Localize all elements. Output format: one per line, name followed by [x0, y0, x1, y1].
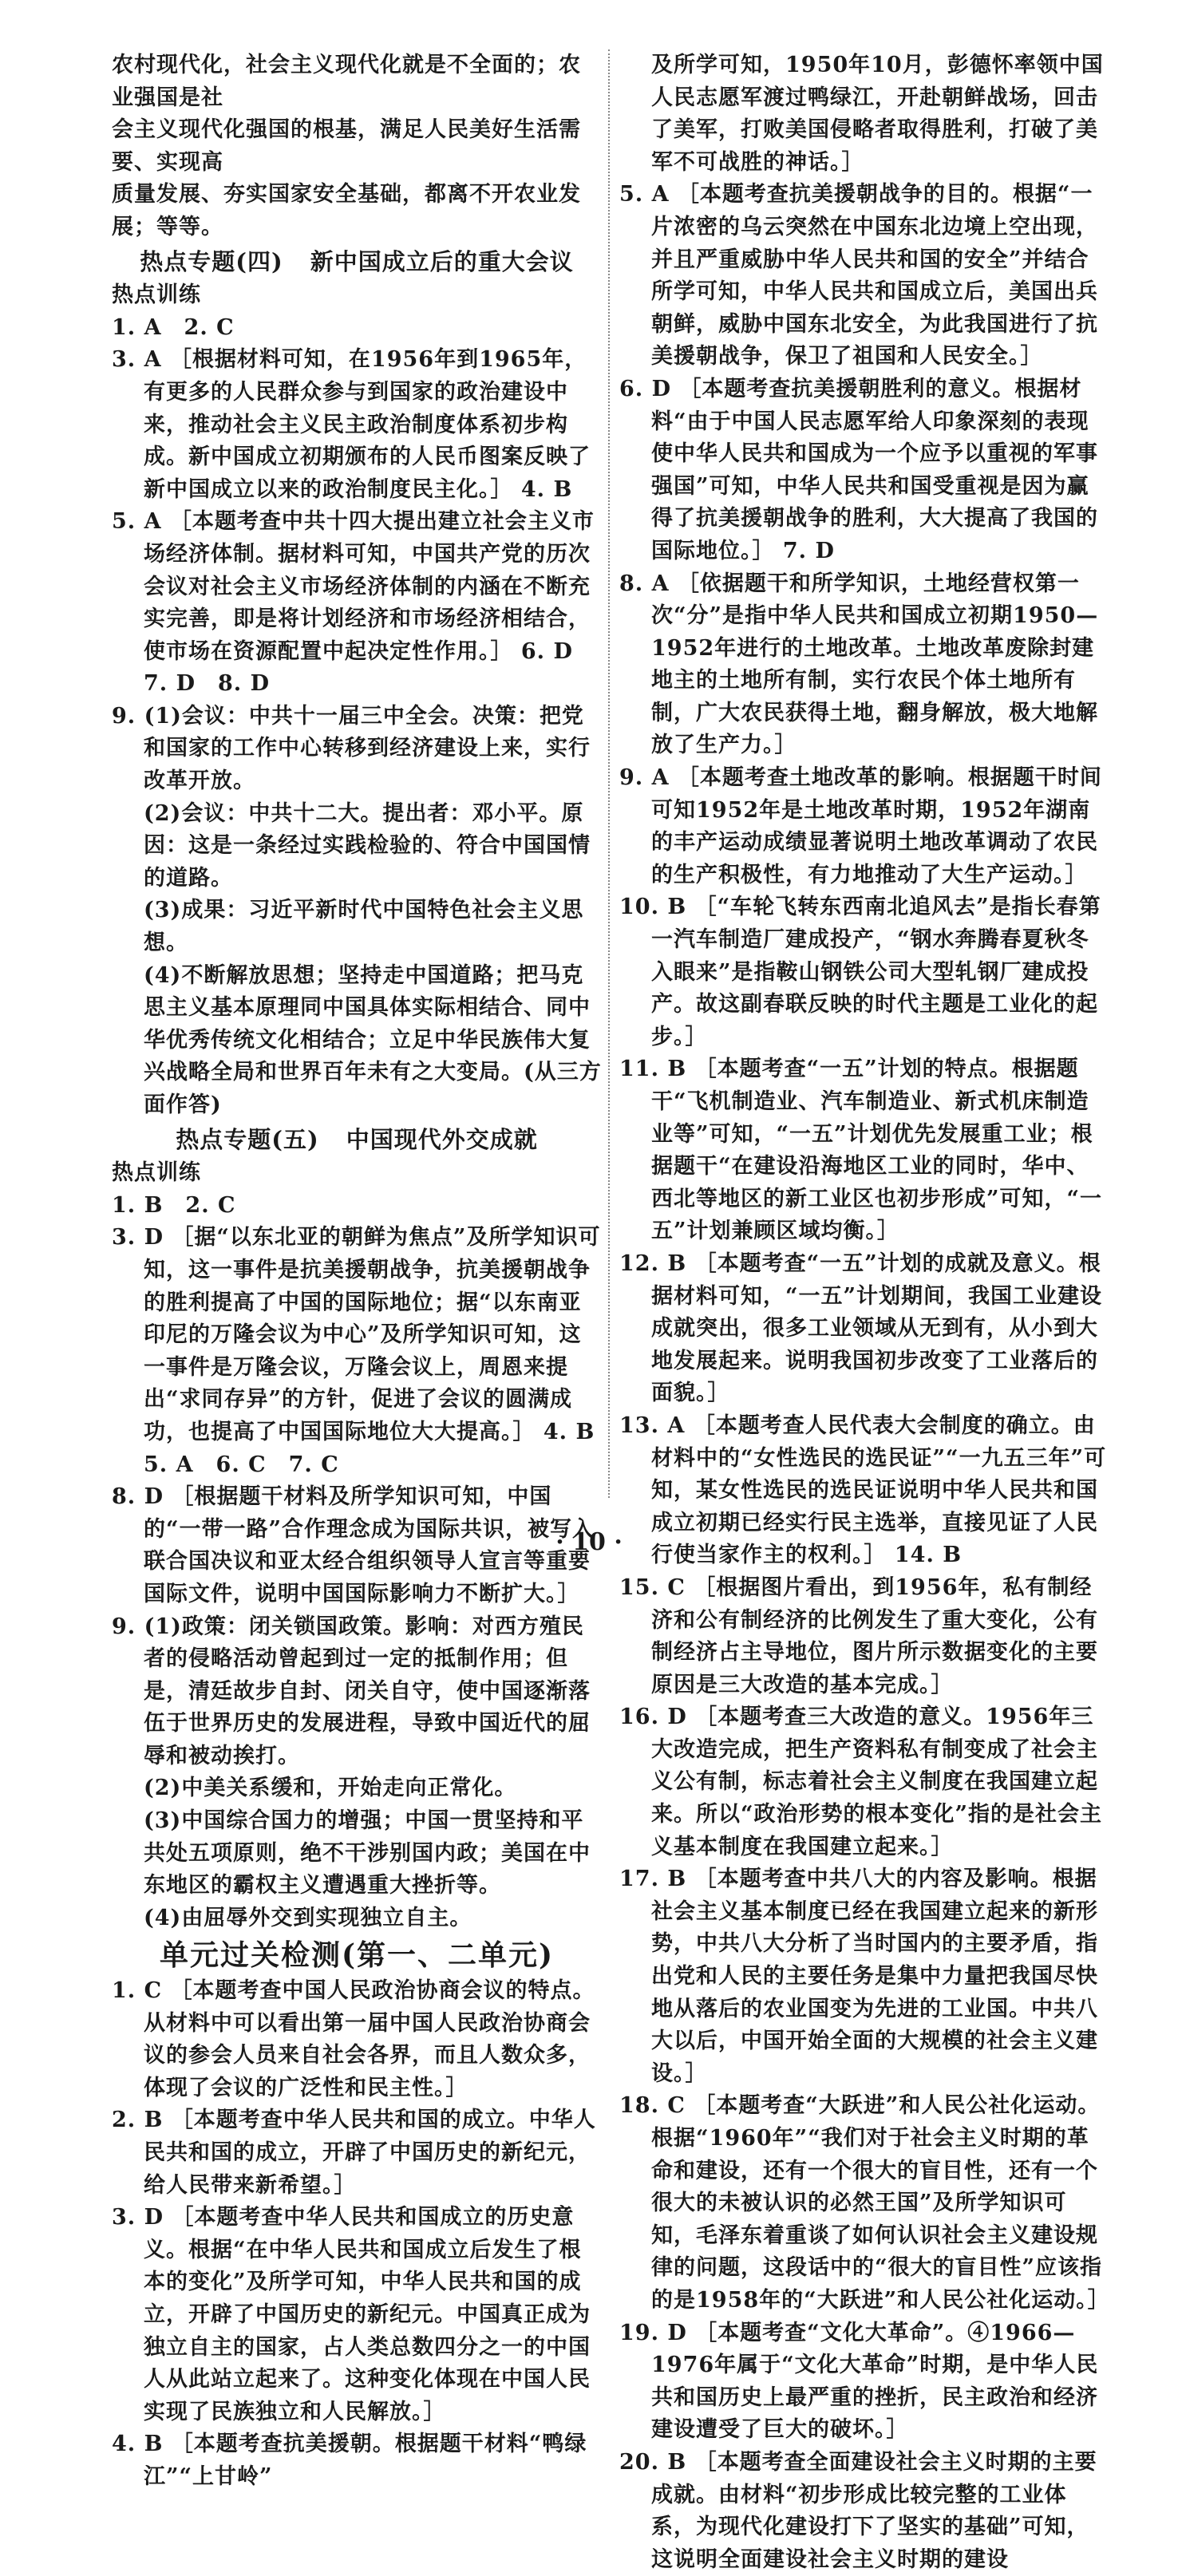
answer-item: (4)由屈辱外交到实现独立自主。	[144, 1905, 472, 1930]
answer-item: 18. C ［本题考查“大跃进”和人民公社化运动。根据“1960年”“我们对于社会主义时期的革命和建设，还有一个很大的盲目性，还有一个很大的未被认识的必然王国”及所学知识可知，毛泽东着重谈了如何认识社会主义建设规律的问题，这段话中的“很大的盲目性”应该指的是1958年的“大跃进”和人民公社化运动。］	[619, 2093, 1110, 2313]
answer-item: 9. (1)会议：中共十一届三中全会。决策：把党和国家的工作中心转移到经济建设上来，实行改革开放。	[112, 703, 591, 794]
topic5-label: 热点专题(五)	[176, 1125, 319, 1153]
answer-item: 17. B ［本题考查中共八大的内容及影响。根据社会主义基本制度已经在我国建立起来的新形势，中共八大分析了当时国内的主要矛盾，指出党和人民的主要任务是集中力量把我国尽快地从落后的农业国变为先进的工业国。中共八大以后，中国开始全面的大规模的社会主义建设。］	[619, 1867, 1098, 2086]
answer-item: (3)中国综合国力的增强；中国一贯坚持和平共处五项原则，绝不干涉别国内政；美国在中东地区的霸权主义遭遇重大挫折等。	[144, 1808, 591, 1898]
text-line: 会主义现代化强国的根基，满足人民美好生活需要、实现高	[112, 117, 581, 175]
answer-item: 2. B ［本题考查中华人民共和国的成立。中华人民共和国的成立，开辟了中国历史的新纪元，给人民带来新希望。］	[112, 2108, 596, 2198]
page-number: · 10 ·	[555, 1528, 623, 1556]
topic4-subheading: 热点训练	[112, 282, 201, 308]
answer-item: 16. D ［本题考查三大改造的意义。1956年三大改造完成，把生产资料私有制变成了社会主义公有制，标志着社会主义制度在我国建立起来。所以“政治形势的根本变化”指的是社会主义基本制度在我国建立起来。］	[619, 1705, 1103, 1859]
answer-item: 19. D ［本题考查“文化大革命”。④1966—1976年属于“文化大革命”时期，是中华人民共和国历史上最严重的挫折，民主政治和经济建设遭受了巨大的破坏。］	[619, 2320, 1099, 2443]
answer-item: 3. D ［本题考查中华人民共和国成立的历史意义。根据“在中华人民共和国成立后发生了根本的变化”及所学可知，中华人民共和国的成立，开辟了中国历史的新纪元。中国真正成为独立自主的国家，占人类总数四分之一的中国人从此站立起来了。这种变化体现在中国人民实现了民族独立和人民解放。］	[112, 2205, 591, 2424]
answer-item: 5. A ［本题考查抗美援朝战争的目的。根据“一片浓密的乌云突然在中国东北边境上空出现，并且严重威胁中华人民共和国的安全”并结合所学可知，中华人民共和国成立后，美国出兵朝鲜，威胁中国东北安全，为此我国进行了抗美援朝战争，保卫了祖国和人民安全。］	[619, 182, 1098, 369]
answer-item: (2)中美关系缓和，开始走向正常化。	[144, 1776, 517, 1801]
topic4-title: 新中国成立后的重大会议	[310, 247, 574, 275]
answer-item: 13. A ［本题考查人民代表大会制度的确立。由材料中的“女性选民的选民证”“一九五三年”可知，某女性选民的选民证说明中华人民共和国成立初期已经实行民主选举，直接见证了人民行使当家作主的权利。］ 14. B	[619, 1412, 1107, 1568]
answer-item: 3. A ［根据材料可知，在1956年到1965年，有更多的人民群众参与到国家的政治建设中来，推动社会主义民主政治制度体系初步构成。新中国成立初期颁布的人民币图案反映了新中国成立以来的政治制度民主化。］ 4. B	[112, 347, 591, 502]
topic4-heading	[112, 246, 602, 279]
answer-item: 1. A 2. C	[112, 314, 235, 340]
unit-test-heading: 单元过关检测(第一、二单元)	[159, 1938, 555, 1973]
answer-item: 20. B ［本题考查全面建设社会主义时期的主要成就。由材料“初步形成比较完整的工业体系，为现代化建设打下了坚实的基础”可知，这说明全面建设社会主义时期的建设	[619, 2449, 1097, 2572]
answer-item: (4)不断解放思想；坚持走中国道路；把马克思主义基本原理同中国具体实际相结合、同中华优秀传统文化相结合；立足中华民族伟大复兴战略全局和世界百年未有之大变局。(从三方面作答)	[144, 962, 602, 1117]
answer-item: (3)成果：习近平新时代中国特色社会主义思想。	[144, 898, 584, 956]
answer-item: 及所学可知，1950年10月，彭德怀率领中国人民志愿军渡过鸭绿江，开赴朝鲜战场，回击了美军，打败美国侵略者取得胜利，打破了美军不可战胜的神话。］	[651, 53, 1104, 175]
answer-item: 11. B ［本题考查“一五”计划的特点。根据题干“飞机制造业、汽车制造业、新式机床制造业等”可知，“一五”计划优先发展重工业；根据题干“在建设沿海地区工业的同时，华中、西北等地区的新工业区也初步形成”可知，“一五”计划兼顾区域均衡。］	[619, 1057, 1103, 1244]
column-divider	[608, 49, 610, 1498]
answer-item: 1. C ［本题考查中国人民政治协商会议的特点。从材料中可以看出第一届中国人民政治协商会议的参会人员来自社会各界，而且人数众多，体现了会议的广泛性和民主性。］	[112, 1978, 595, 2100]
answer-item: 8. D ［根据题干材料及所学知识可知，中国的“一带一路”合作理念成为国际共识，被写入联合国决议和亚太经合组织领导人宣言等重要国际文件，说明中国国际影响力不断扩大。］	[112, 1484, 595, 1606]
answer-item: 9. A ［本题考查土地改革的影响。根据题干时间可知1952年是土地改革时期，1952年湖南的丰产运动成绩显著说明土地改革调动了农民的生产积极性，有力地推动了大生产运动。］	[619, 765, 1102, 887]
answer-item: 12. B ［本题考查“一五”计划的成就及意义。根据材料可知，“一五”计划期间，我国工业建设成就突出，很多工业领域从无到有，从小到大地发展起来。说明我国初步改变了工业落后的面貌。］	[619, 1250, 1103, 1406]
topic5-heading	[112, 1124, 602, 1156]
topic4-label: 热点专题(四)	[140, 247, 283, 275]
text-line: 农村现代化，社会主义现代化就是不全面的；农业强国是社	[112, 53, 581, 110]
topic5-title: 中国现代外交成就	[346, 1125, 538, 1153]
answer-item: 4. B ［本题考查抗美援朝。根据题干材料“鸭绿江”“上甘岭”	[112, 2432, 587, 2489]
answer-item: 5. A ［本题考查中共十四大提出建立社会主义市场经济体制。据材料可知，中国共产党的历次会议对社会主义市场经济体制的内涵在不断充实完善，即是将计划经济和市场经济相结合，使市场在资源配置中起决定性作用。］ 6. D 7. D 8. D	[112, 509, 595, 697]
answer-item: 10. B ［“车轮飞转东西南北追风去”是指长春第一汽车制造厂建成投产，“钢水奔腾春夏秋冬入眼来”是指鞍山钢铁公司大型轧钢厂建成投产。故这副春联反映的时代主题是工业化的起步。］	[619, 895, 1101, 1049]
answer-item: 9. (1)政策：闭关锁国政策。影响：对西方殖民者的侵略活动曾起到过一定的抵制作用；但是，清廷故步自封、闭关自守，使中国逐渐落伍于世界历史的发展进程，导致中国近代的屈辱和被动挨打。	[112, 1614, 591, 1768]
answer-item: 6. D ［本题考查抗美援朝胜利的意义。根据材料“由于中国人民志愿军给人印象深刻的表现使中华人民共和国成为一个应予以重视的军事强国”可知，中华人民共和国受重视是因为赢得了抗美援朝战争的胜利，大大提高了我国的国际地位。］ 7. D	[619, 376, 1098, 563]
answer-item: 1. B 2. C	[112, 1192, 236, 1218]
answer-item: 8. A ［依据题干和所学知识，土地经营权第一次“分”是指中华人民共和国成立初期1950—1952年进行的土地改革。土地改革废除封建地主的土地所有制，实行农民个体土地所有制，广大农民获得土地，翻身解放，极大地解放了生产力。］	[619, 571, 1099, 758]
topic5-subheading: 热点训练	[112, 1160, 201, 1186]
answer-item: 3. D ［据“以东北亚的朝鲜为焦点”及所学知识可知，这一事件是抗美援朝战争，抗美援朝战争的胜利提高了中国的国际地位；据“以东南亚印尼的万隆会议为中心”及所学知识可知，这一事件是万隆会议，万隆会议上，周恩来提出“求同存异”的方针，促进了会议的圆满成功，也提高了中国国际地位大大提高。］ 4. B 5. A 6. C 7. C	[112, 1225, 618, 1477]
answer-item: (2)会议：中共十二大。提出者：邓小平。原因：这是一条经过实践检验的、符合中国国情的道路。	[144, 800, 591, 891]
intro-text	[112, 49, 602, 244]
text-line: 质量发展、夯实国家安全基础，都离不开农业发展；等等。	[112, 182, 581, 239]
answer-item: 15. C ［根据图片看出，到1956年，私有制经济和公有制经济的比例发生了重大变化，公有制经济占主导地位，图片所示数据变化的主要原因是三大改造的基本完成。］	[619, 1574, 1098, 1697]
left-column	[112, 49, 618, 2494]
right-column	[619, 49, 1109, 2576]
